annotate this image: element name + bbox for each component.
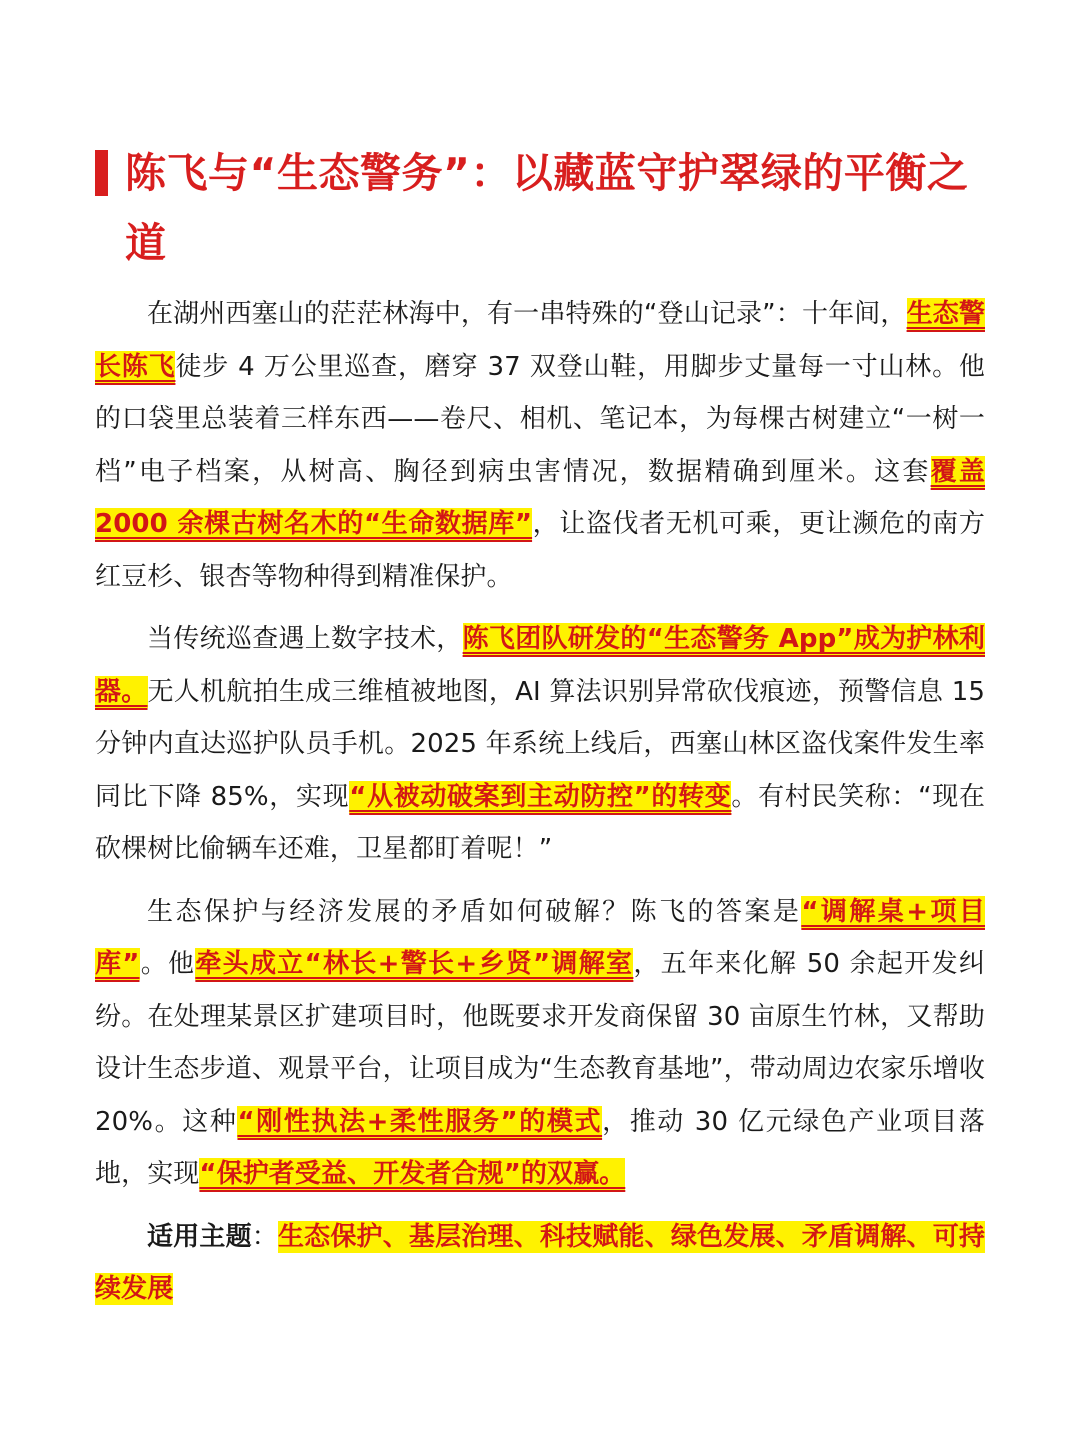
paragraph-2: [95, 613, 985, 876]
text-run: 徒步 4 万公里巡查，磨穿 37 双登山鞋，用脚步丈量每一寸山林。他的口袋里总装着三样东西——卷尺、相机、笔记本，为每棵古树建立“一树一档”电子档案，从树高、胸径到病虫害情况，数据精确到厘米。这套: [95, 351, 985, 487]
text-run: ，五年来化解 50 余起开发纠纷。在处理某景区扩建项目时，他既要求开发商保留 30 亩原生竹林，又帮助设计生态步道、观景平台，让项目成为“生态教育基地”，带动周边农家乐增收 20%。这种: [95, 949, 985, 1137]
text-run: 无人机航拍生成三维植被地图，AI 算法识别异常砍伐痕迹，预警信息 15 分钟内直达巡护队员手机。2025 年系统上线后，西塞山林区盗伐案件发生率同比下降 85%，实现: [95, 676, 986, 812]
text-run: ，让盗伐者无机可乘，更让濒危的南方红豆杉、银杏等物种得到精准保护。: [95, 509, 985, 592]
text-run: 生态保护与经济发展的矛盾如何破解？陈飞的答案是: [147, 896, 802, 927]
highlight: “从被动破案到主动防控”的转变: [349, 781, 732, 812]
text-run: 当传统巡查遇上数字技术，: [147, 624, 463, 654]
highlight: “刚性执法+柔性服务”的模式: [237, 1106, 603, 1137]
topics-paragraph: [95, 1211, 985, 1316]
highlight: 陈飞团队研发的“生态警务 App”成为护林利器。: [95, 624, 985, 707]
text-run: ，推动 30 亿元绿色产业项目落地，实现: [95, 1106, 986, 1189]
highlight: “保护者受益、开发者合规”的双赢。: [199, 1159, 626, 1189]
text-run: 。有村民笑称：“现在砍棵树比偷辆车还难，卫星都盯着呢！”: [95, 781, 985, 864]
highlight: “调解桌+项目库”: [95, 896, 985, 979]
topics-label: 适用主题: [147, 1221, 252, 1252]
text-run: 在湖州西塞山的茫茫林海中，有一串特殊的“登山记录”：十年间，: [147, 299, 907, 329]
highlight: 牵头成立“林长+警长+乡贤”调解室: [195, 949, 634, 979]
title-text: 陈飞与“生态警务”：以藏蓝守护翠绿的平衡之道: [125, 149, 969, 267]
text-run: 。他: [139, 949, 196, 979]
highlight: 覆盖 2000 余棵古树名木的“生命数据库”: [95, 456, 985, 539]
topics-separator: ：: [251, 1221, 278, 1252]
page-title: [95, 138, 985, 278]
title-accent-bar: [95, 150, 108, 196]
highlight: 生态警长陈飞: [95, 299, 985, 382]
article: [95, 138, 985, 1316]
paragraph-3: [95, 886, 985, 1201]
paragraph-1: [95, 288, 985, 603]
topics-list: 生态保护、基层治理、科技赋能、绿色发展、矛盾调解、可持续发展: [95, 1221, 986, 1304]
